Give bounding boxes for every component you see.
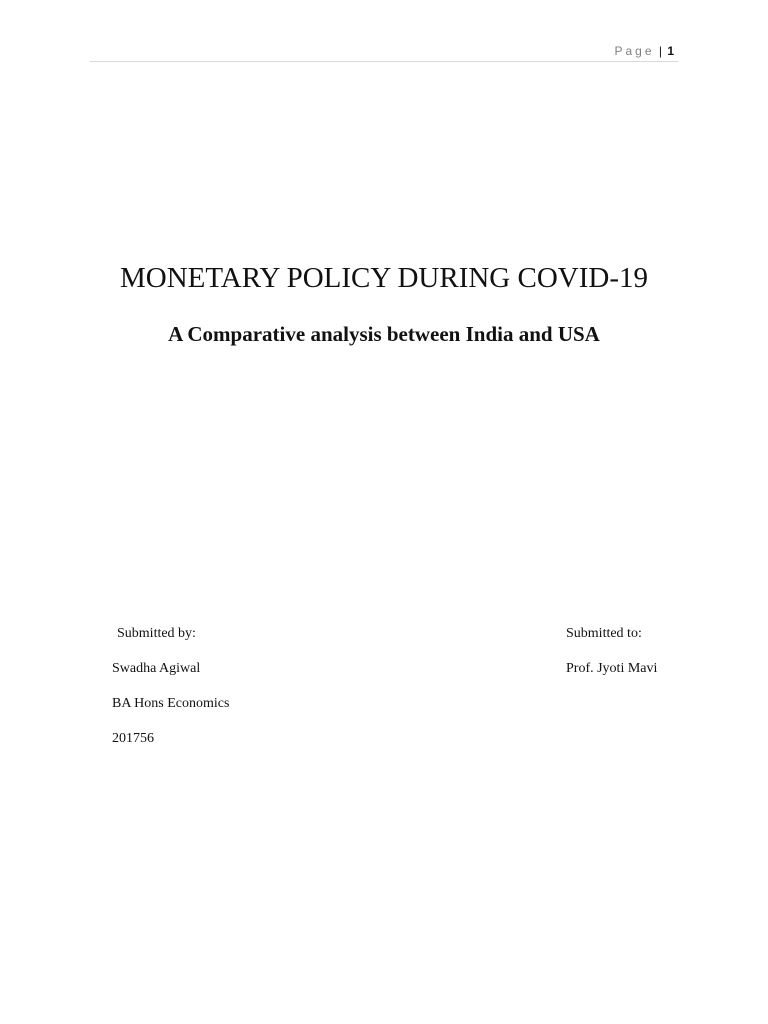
professor-name: Prof. Jyoti Mavi — [566, 661, 658, 676]
page-header — [90, 42, 678, 62]
student-course: BA Hons Economics — [112, 696, 230, 711]
student-roll-number: 201756 — [112, 731, 154, 746]
document-title: MONETARY POLICY DURING COVID-19 — [120, 262, 648, 294]
page-word: Page — [614, 44, 655, 58]
document-subtitle: A Comparative analysis between India and USA — [168, 322, 600, 346]
submitted-to-label: Submitted to: — [566, 626, 642, 641]
page-number-value: 1 — [667, 44, 674, 58]
student-name: Swadha Agiwal — [112, 661, 201, 676]
page-separator: | — [658, 44, 662, 58]
page-number-label — [614, 44, 674, 58]
submitted-by-label: Submitted by: — [117, 626, 196, 641]
